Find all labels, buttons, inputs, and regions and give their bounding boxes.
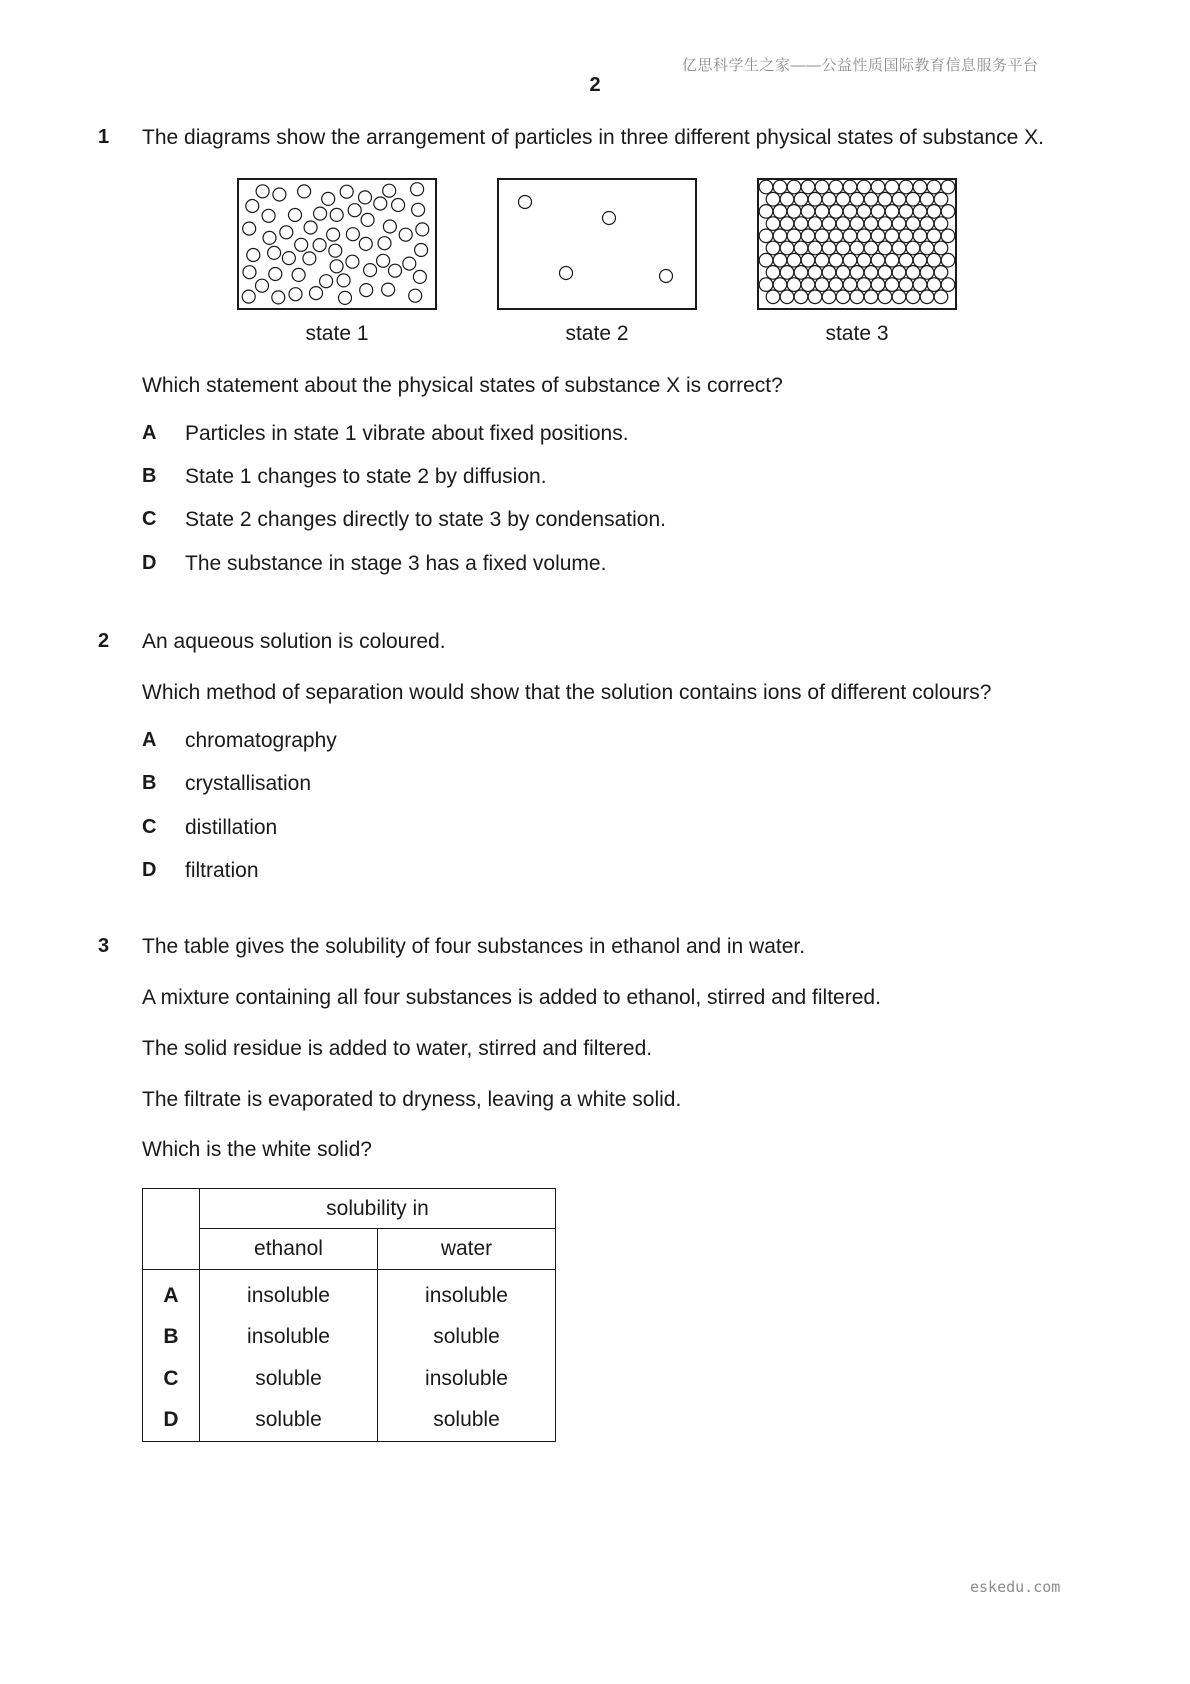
particle — [885, 229, 899, 243]
particle — [850, 241, 864, 255]
particle — [850, 266, 864, 280]
row-d-water: soluble — [378, 1400, 556, 1442]
particle — [329, 244, 342, 257]
particle — [913, 229, 927, 243]
particle — [780, 192, 794, 206]
particle — [822, 266, 836, 280]
particle — [415, 244, 428, 257]
q3-line-4: The filtrate is evaporated to dryness, leaving a white solid. — [142, 1088, 682, 1111]
particle — [292, 268, 305, 281]
particle — [273, 188, 286, 201]
particle — [906, 266, 920, 280]
particle — [927, 229, 941, 243]
particle — [389, 264, 402, 277]
particle — [927, 205, 941, 219]
particle — [759, 180, 773, 194]
particle — [843, 253, 857, 267]
particle — [808, 217, 822, 231]
particle — [822, 241, 836, 255]
particle — [822, 217, 836, 231]
q1-option-d-letter: D — [142, 552, 157, 574]
particle — [766, 241, 780, 255]
particle — [871, 253, 885, 267]
particle — [794, 217, 808, 231]
particle — [360, 284, 373, 297]
q2-option-d-text: filtration — [185, 859, 259, 882]
particle — [289, 288, 302, 301]
particle — [892, 290, 906, 304]
particle — [603, 212, 616, 225]
particle — [829, 229, 843, 243]
particle — [413, 270, 426, 283]
particle — [878, 192, 892, 206]
particle — [927, 278, 941, 292]
q1-option-b-text: State 1 changes to state 2 by diffusion. — [185, 465, 547, 488]
particle — [815, 229, 829, 243]
particle — [850, 192, 864, 206]
state-3-diagram — [757, 178, 957, 310]
particle — [787, 205, 801, 219]
particle — [906, 217, 920, 231]
particle — [941, 253, 955, 267]
particle — [836, 192, 850, 206]
particle — [808, 241, 822, 255]
particle — [899, 253, 913, 267]
particle — [787, 253, 801, 267]
state-3-particles — [759, 180, 955, 308]
particle — [243, 222, 256, 235]
state-1-particles — [239, 180, 435, 308]
particle — [794, 192, 808, 206]
particle — [377, 254, 390, 267]
particle — [330, 260, 343, 273]
particle — [364, 264, 377, 277]
page-number: 2 — [589, 74, 601, 96]
particle — [339, 291, 352, 304]
q3-line-2: A mixture containing all four substances is added to ethanol, stirred and filtered. — [142, 986, 881, 1009]
particle — [934, 217, 948, 231]
state-2-diagram — [497, 178, 697, 310]
particle — [899, 180, 913, 194]
particle — [829, 278, 843, 292]
particle — [843, 180, 857, 194]
particle — [864, 241, 878, 255]
particle — [409, 289, 422, 302]
particle — [759, 229, 773, 243]
particle — [927, 253, 941, 267]
particle — [378, 237, 391, 250]
particle — [864, 290, 878, 304]
particle — [843, 205, 857, 219]
solubility-table — [142, 1188, 556, 1442]
particle — [920, 192, 934, 206]
particle — [320, 275, 333, 288]
state-1-label: state 1 — [305, 322, 369, 345]
particle — [815, 180, 829, 194]
particle — [934, 192, 948, 206]
particle — [519, 196, 532, 209]
particle — [361, 213, 374, 226]
particle — [794, 241, 808, 255]
particle — [780, 241, 794, 255]
particle — [787, 180, 801, 194]
particle — [885, 205, 899, 219]
particle — [899, 229, 913, 243]
particle — [920, 241, 934, 255]
particle — [822, 192, 836, 206]
q3-number: 3 — [98, 935, 110, 957]
particle — [941, 278, 955, 292]
particle — [282, 252, 295, 265]
particle — [920, 217, 934, 231]
particle — [295, 238, 308, 251]
particle — [346, 255, 359, 268]
particle — [801, 205, 815, 219]
particle — [269, 268, 282, 281]
particle — [850, 217, 864, 231]
particle — [243, 266, 256, 279]
particle — [808, 266, 822, 280]
particle — [857, 253, 871, 267]
table-header-water: water — [378, 1229, 556, 1270]
state-3-label: state 3 — [825, 322, 889, 345]
particle — [773, 180, 787, 194]
particle — [314, 207, 327, 220]
particle — [843, 229, 857, 243]
particle — [829, 205, 843, 219]
particle — [878, 217, 892, 231]
particle — [766, 266, 780, 280]
particle — [864, 192, 878, 206]
q2-option-c-text: distillation — [185, 816, 278, 839]
particle — [787, 229, 801, 243]
particle — [871, 278, 885, 292]
particle — [801, 229, 815, 243]
table-header-ethanol: ethanol — [200, 1229, 378, 1270]
particle — [808, 290, 822, 304]
particle — [382, 283, 395, 296]
row-a-letter: A — [143, 1270, 200, 1316]
particle — [766, 217, 780, 231]
q3-question: Which is the white solid? — [142, 1138, 372, 1161]
q1-option-a-text: Particles in state 1 vibrate about fixed positions. — [185, 422, 629, 445]
particle — [899, 205, 913, 219]
particle — [906, 290, 920, 304]
particle — [913, 278, 927, 292]
particle — [246, 200, 259, 213]
particle — [773, 229, 787, 243]
particle — [829, 253, 843, 267]
particle — [374, 197, 387, 210]
particle — [815, 278, 829, 292]
q2-option-d-letter: D — [142, 859, 157, 881]
particle — [913, 253, 927, 267]
particle — [801, 278, 815, 292]
particle — [327, 228, 340, 241]
particle — [310, 287, 323, 300]
particle — [759, 278, 773, 292]
particle — [383, 184, 396, 197]
particle — [934, 290, 948, 304]
particle — [403, 257, 416, 270]
row-c-ethanol: soluble — [200, 1358, 378, 1400]
particle — [256, 279, 269, 292]
particle — [871, 180, 885, 194]
particle — [289, 209, 302, 222]
particle — [263, 231, 276, 244]
q2-option-a-text: chromatography — [185, 729, 337, 752]
particle — [857, 229, 871, 243]
particle — [836, 290, 850, 304]
particle — [906, 192, 920, 206]
particle — [560, 267, 573, 280]
particle — [892, 192, 906, 206]
particle — [899, 278, 913, 292]
particle — [815, 205, 829, 219]
particle — [303, 252, 316, 265]
q1-option-c-letter: C — [142, 508, 157, 530]
particle — [794, 266, 808, 280]
table-row — [143, 1316, 556, 1358]
particle — [766, 290, 780, 304]
row-c-letter: C — [143, 1358, 200, 1400]
row-d-letter: D — [143, 1400, 200, 1442]
row-a-water: insoluble — [378, 1270, 556, 1316]
particle — [836, 241, 850, 255]
table-group-header: solubility in — [200, 1189, 556, 1229]
particle — [359, 191, 372, 204]
particle — [346, 228, 359, 241]
particle — [411, 183, 424, 196]
q2-option-a-letter: A — [142, 729, 157, 751]
particle — [313, 239, 326, 252]
q1-option-a-letter: A — [142, 422, 157, 444]
particle — [794, 290, 808, 304]
particle — [857, 278, 871, 292]
particle — [359, 237, 372, 250]
row-b-letter: B — [143, 1316, 200, 1358]
particle — [878, 290, 892, 304]
particle — [759, 205, 773, 219]
particle — [247, 249, 260, 262]
table-row — [143, 1358, 556, 1400]
particle — [878, 241, 892, 255]
q3-line-3: The solid residue is added to water, stirred and filtered. — [142, 1037, 653, 1060]
particle — [906, 241, 920, 255]
q2-question: Which method of separation would show that the solution contains ions of different colours? — [142, 681, 992, 704]
row-c-water: insoluble — [378, 1358, 556, 1400]
particle — [330, 208, 343, 221]
row-b-water: soluble — [378, 1316, 556, 1358]
particle — [836, 217, 850, 231]
particle — [864, 266, 878, 280]
particle — [272, 291, 285, 304]
q1-intro: The diagrams show the arrangement of particles in three different physical states of substance X. — [142, 126, 1044, 149]
particle — [780, 290, 794, 304]
particle — [892, 217, 906, 231]
particle — [416, 223, 429, 236]
particle — [927, 180, 941, 194]
particle — [885, 253, 899, 267]
particle — [871, 229, 885, 243]
particle — [885, 180, 899, 194]
particle — [298, 185, 311, 198]
particle — [892, 241, 906, 255]
particle — [399, 228, 412, 241]
state-1-diagram — [237, 178, 437, 310]
header-watermark: 亿思科学生之家——公益性质国际教育信息服务平台 — [682, 57, 1039, 74]
particle — [780, 266, 794, 280]
particle — [934, 266, 948, 280]
particle — [920, 266, 934, 280]
particle — [920, 290, 934, 304]
state-2-particles — [499, 180, 695, 308]
particle — [773, 278, 787, 292]
particle — [941, 229, 955, 243]
state-2-label: state 2 — [565, 322, 629, 345]
table-row — [143, 1400, 556, 1442]
row-a-ethanol: insoluble — [200, 1270, 378, 1316]
q2-option-b-letter: B — [142, 772, 157, 794]
particle — [829, 180, 843, 194]
q1-option-c-text: State 2 changes directly to state 3 by condensation. — [185, 508, 666, 531]
particle — [934, 241, 948, 255]
table-row — [143, 1270, 556, 1316]
particle — [843, 278, 857, 292]
particle — [836, 266, 850, 280]
particle — [337, 274, 350, 287]
particle — [850, 290, 864, 304]
particle — [392, 199, 405, 212]
particle — [256, 185, 269, 198]
particle — [780, 217, 794, 231]
q1-question: Which statement about the physical states of substance X is correct? — [142, 374, 783, 397]
q1-number: 1 — [98, 126, 110, 148]
particle — [871, 205, 885, 219]
particle — [801, 253, 815, 267]
particle — [773, 253, 787, 267]
particle — [815, 253, 829, 267]
particle — [885, 278, 899, 292]
q2-intro: An aqueous solution is coloured. — [142, 630, 446, 653]
particle — [412, 203, 425, 216]
particle — [822, 290, 836, 304]
particle — [864, 217, 878, 231]
row-d-ethanol: soluble — [200, 1400, 378, 1442]
q2-number: 2 — [98, 630, 110, 652]
particle — [808, 192, 822, 206]
particle — [383, 220, 396, 233]
particle — [857, 205, 871, 219]
q1-option-b-letter: B — [142, 465, 157, 487]
particle — [242, 290, 255, 303]
particle — [322, 192, 335, 205]
footer-site: eskedu.com — [970, 1578, 1061, 1596]
q3-line-1: The table gives the solubility of four substances in ethanol and in water. — [142, 935, 806, 958]
particle — [348, 204, 361, 217]
particle — [913, 180, 927, 194]
particle — [304, 221, 317, 234]
particle — [913, 205, 927, 219]
q2-option-c-letter: C — [142, 816, 157, 838]
q2-option-b-text: crystallisation — [185, 772, 312, 795]
particle — [941, 180, 955, 194]
table-corner-cell — [143, 1189, 200, 1270]
particle — [941, 205, 955, 219]
particle — [340, 185, 353, 198]
particle — [262, 209, 275, 222]
particle — [878, 266, 892, 280]
particle — [280, 226, 293, 239]
particle — [857, 180, 871, 194]
particle — [766, 192, 780, 206]
particle — [892, 266, 906, 280]
row-b-ethanol: insoluble — [200, 1316, 378, 1358]
particle — [801, 180, 815, 194]
q1-option-d-text: The substance in stage 3 has a fixed volume. — [185, 552, 607, 575]
particle — [268, 246, 281, 259]
particle — [773, 205, 787, 219]
particle — [759, 253, 773, 267]
particle — [787, 278, 801, 292]
particle — [660, 270, 673, 283]
